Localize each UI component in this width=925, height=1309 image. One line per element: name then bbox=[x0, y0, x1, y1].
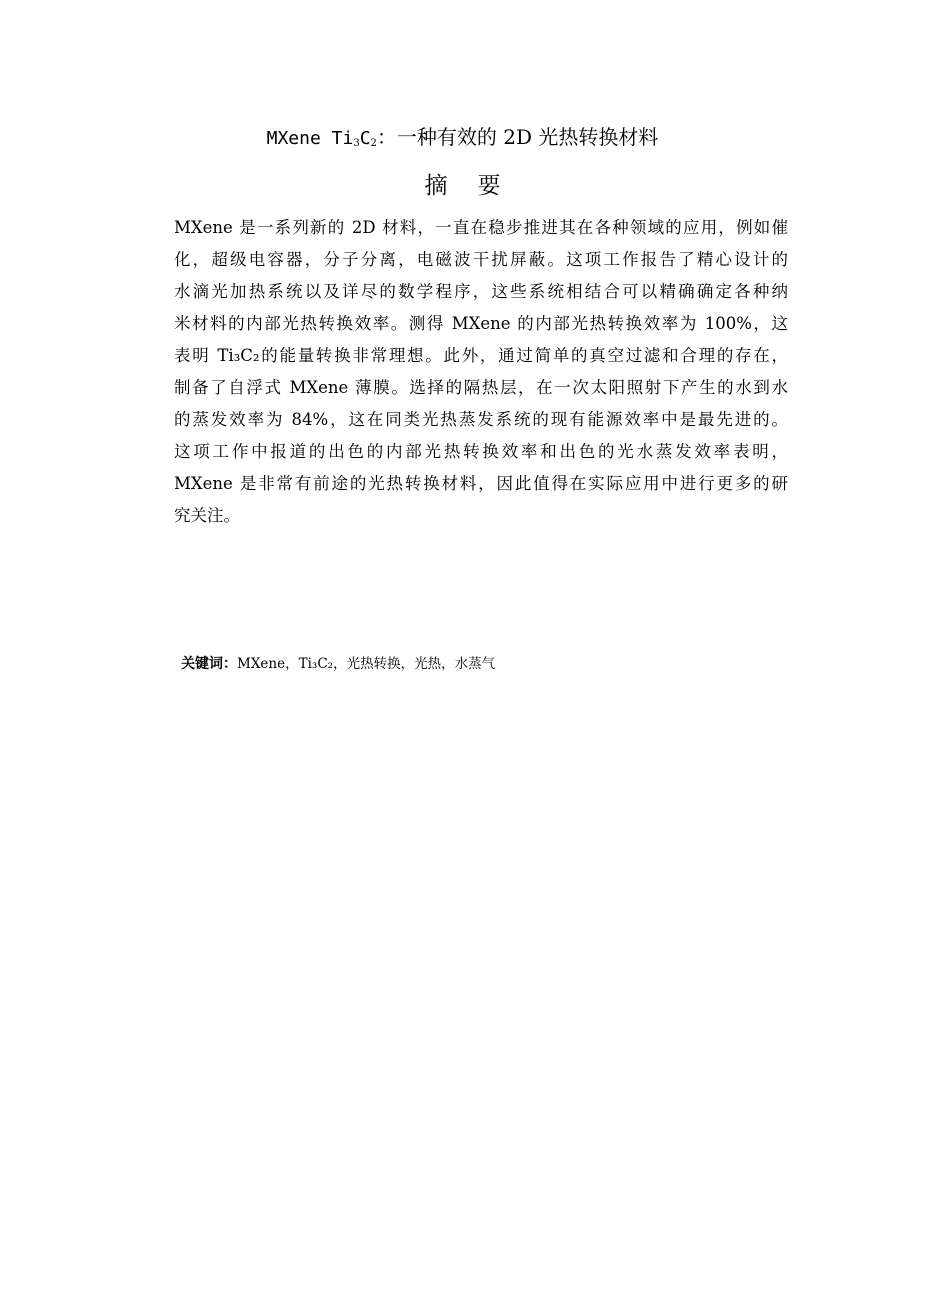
abstract-line: MXene 是一系列新的 2D 材料，一直在稳步推进其在各种领域的应用，例如催 bbox=[174, 218, 788, 237]
title-prefix: MXene Ti bbox=[266, 128, 354, 149]
keywords-label: 关键词： bbox=[181, 656, 237, 672]
paper-title bbox=[0, 121, 925, 160]
abstract-line: 究关注。 bbox=[174, 506, 240, 525]
abstract-line: 表明 Ti₃C₂的能量转换非常理想。此外，通过简单的真空过滤和合理的存在， bbox=[174, 346, 788, 365]
title-subscript-2: 2 bbox=[370, 138, 377, 149]
abstract-line: 米材料的内部光热转换效率。测得 MXene 的内部光热转换效率为 100%，这 bbox=[174, 314, 788, 333]
keywords bbox=[181, 652, 495, 676]
abstract-body bbox=[174, 212, 788, 532]
title-suffix: ：一种有效的 2D 光热转换材料 bbox=[376, 125, 659, 149]
abstract-line: 的蒸发效率为 84%，这在同类光热蒸发系统的现有能源效率中是最先进的。 bbox=[174, 410, 788, 429]
title-mid: C bbox=[359, 128, 371, 149]
title-subscript-1: 3 bbox=[353, 138, 360, 149]
abstract-line: 水滴光加热系统以及详尽的数学程序，这些系统相结合可以精确确定各种纳 bbox=[174, 282, 788, 301]
abstract-heading: 摘要 bbox=[424, 173, 531, 199]
abstract-line: 制备了自浮式 MXene 薄膜。选择的隔热层，在一次太阳照射下产生的水到水 bbox=[174, 378, 788, 397]
abstract-line: 这项工作中报道的出色的内部光热转换效率和出色的光水蒸发效率表明， bbox=[174, 442, 788, 461]
abstract-line: MXene 是非常有前途的光热转换材料，因此值得在实际应用中进行更多的研 bbox=[174, 474, 788, 493]
abstract-line: 化，超级电容器，分子分离，电磁波干扰屏蔽。这项工作报告了精心设计的 bbox=[174, 250, 788, 269]
keywords-text: MXene，Ti₃C₂，光热转换，光热，水蒸气 bbox=[237, 656, 496, 672]
